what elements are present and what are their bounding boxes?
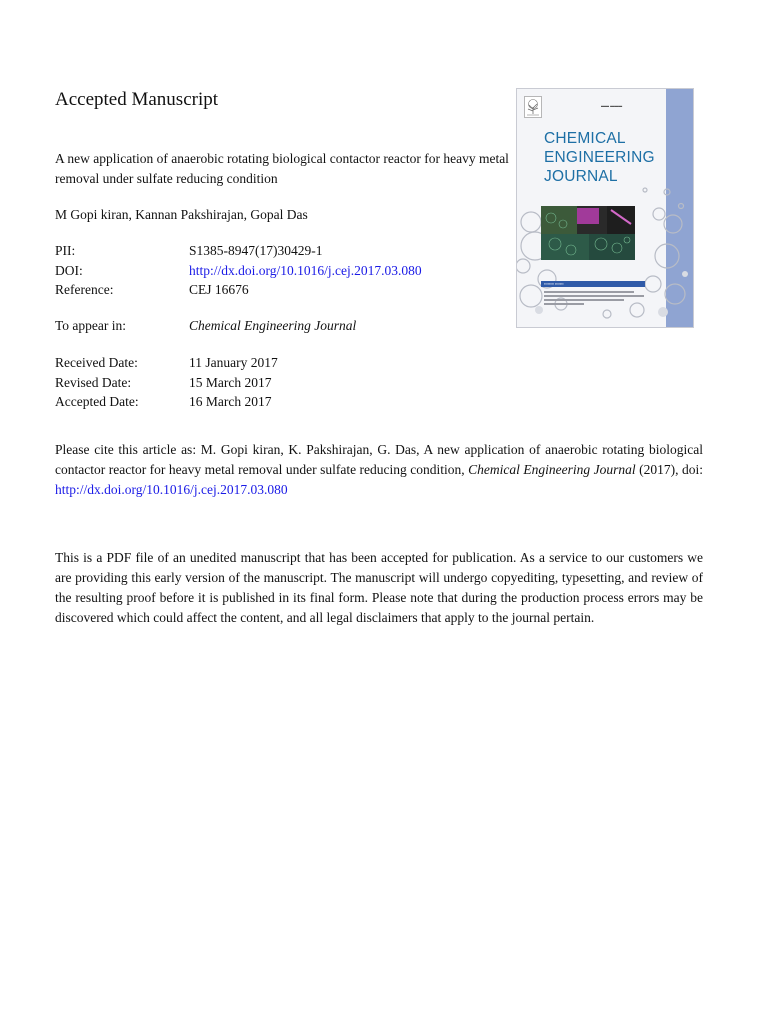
accepted-date-label: Accepted Date: bbox=[55, 394, 139, 409]
article-title: A new application of anaerobic rotating biological contactor reactor for heavy metal removal under sulfate reducing condition bbox=[55, 151, 509, 186]
cover-small-print bbox=[544, 291, 644, 307]
dates-block bbox=[55, 353, 278, 412]
cover-title bbox=[544, 129, 655, 186]
pii-label: PII: bbox=[55, 243, 76, 258]
citation-year: (2017), bbox=[635, 462, 679, 477]
citation-text: Please cite this article as: M. Gopi kiran, K. Pakshirajan, G. Das, A new application of anaerobic rotating biological contactor reactor for heavy metal removal under sulfate reducing condition, bbox=[55, 442, 703, 477]
citation-doi-label: doi: bbox=[681, 462, 703, 477]
journal-name: Chemical Engineering Journal bbox=[189, 318, 357, 333]
revised-date-value: 15 March 2017 bbox=[189, 374, 272, 390]
identifiers-block bbox=[55, 241, 422, 300]
author-list: M Gopi kiran, Kannan Pakshirajan, Gopal Das bbox=[55, 207, 308, 222]
doi-label: DOI: bbox=[55, 262, 83, 278]
received-date-label: Received Date: bbox=[55, 355, 138, 370]
identifier-row-reference bbox=[55, 280, 422, 300]
disclaimer-paragraph: This is a PDF file of an unedited manuscript that has been accepted for publication. As a service to our customers we are providing this early version of the manuscript. The manuscript will undergo copyediting, typesetting, and review of the resulting proof before it is published in its final form. Please note that during the production process errors may be discovered which could affect the content, and all legal disclaimers that apply to the journal pertain. bbox=[55, 550, 703, 625]
identifier-row-pii bbox=[55, 241, 422, 261]
accepted-date-value: 16 March 2017 bbox=[189, 394, 272, 409]
reference-label: Reference: bbox=[55, 282, 114, 297]
pii-value: S1385-8947(17)30429-1 bbox=[189, 243, 323, 258]
accepted-date-row bbox=[55, 392, 278, 412]
cover-featured-label: ▪▪▪▪▪▪▪▪ ▪▪▪▪▪▪▪ bbox=[544, 282, 564, 286]
cover-title-line-3: JOURNAL bbox=[544, 168, 618, 185]
cover-title-line-2: ENGINEERING bbox=[544, 149, 655, 166]
journal-cover-image bbox=[516, 88, 694, 328]
citation-paragraph bbox=[55, 440, 703, 500]
doi-link[interactable]: http://dx.doi.org/10.1016/j.cej.2017.03.080 bbox=[189, 262, 422, 278]
to-appear-block bbox=[55, 316, 356, 336]
received-date-value: 11 January 2017 bbox=[189, 355, 278, 370]
revised-date-label: Revised Date: bbox=[55, 374, 132, 390]
reference-value: CEJ 16676 bbox=[189, 282, 249, 297]
citation-journal: Chemical Engineering Journal bbox=[468, 462, 636, 477]
received-date-row bbox=[55, 353, 278, 373]
cover-title-line-1: CHEMICAL bbox=[544, 130, 626, 147]
to-appear-label: To appear in: bbox=[55, 318, 127, 333]
cover-issn-text: ▬▬ ▬▬▬ bbox=[601, 103, 623, 108]
revised-date-row bbox=[55, 373, 278, 393]
to-appear-row bbox=[55, 316, 356, 336]
identifier-row-doi bbox=[55, 261, 422, 281]
elsevier-tree-icon bbox=[524, 96, 542, 118]
citation-doi-link[interactable]: http://dx.doi.org/10.1016/j.cej.2017.03.080 bbox=[55, 482, 288, 497]
page-heading: Accepted Manuscript bbox=[55, 89, 219, 110]
